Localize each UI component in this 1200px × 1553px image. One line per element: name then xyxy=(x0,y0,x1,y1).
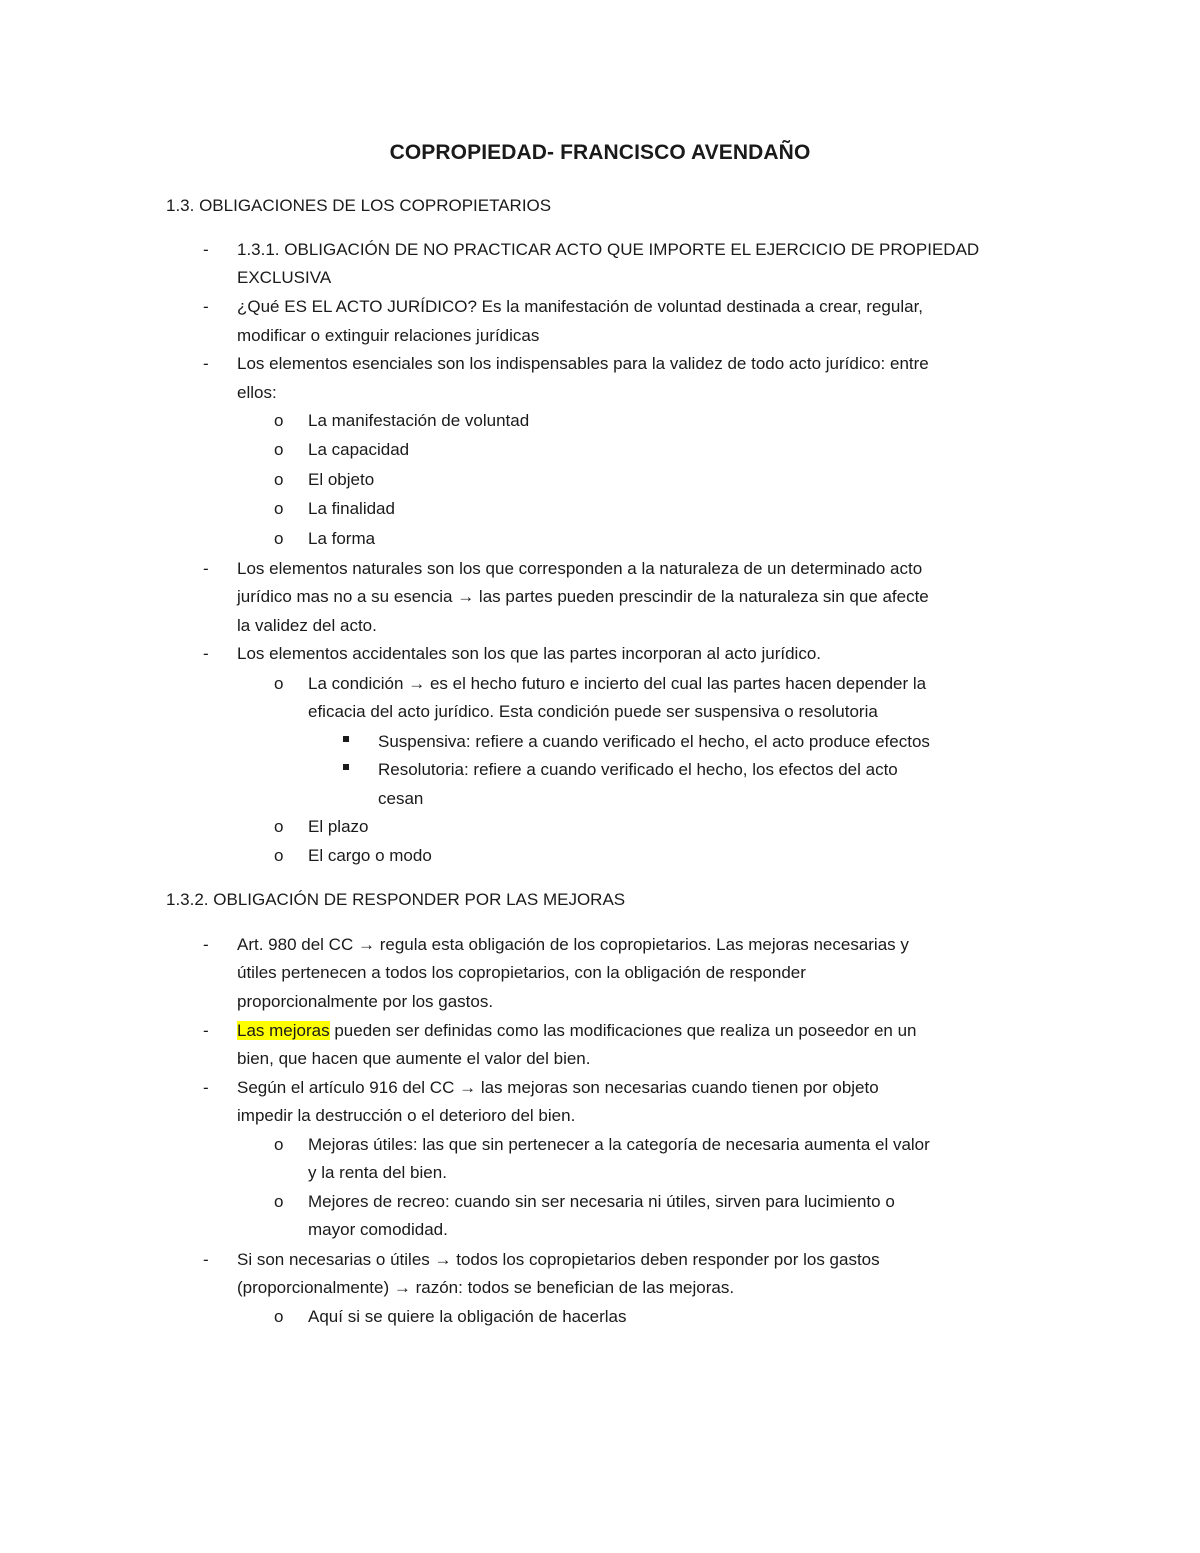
arrow-icon: → xyxy=(408,674,426,693)
sub-list-item: El plazo xyxy=(308,817,369,836)
list-item-text-part: las partes pueden prescindir de la naturaleza sin que afecte xyxy=(478,587,929,606)
list-item-text-part: todos los copropietarios deben responder por los gastos xyxy=(456,1250,880,1269)
list-item-text: Los elementos accidentales son los que las partes incorporan al acto jurídico. xyxy=(237,644,822,663)
list-circle: o xyxy=(274,529,284,548)
arrow-icon: → xyxy=(434,1250,452,1269)
list-dash: - xyxy=(203,1250,209,1269)
list-circle: o xyxy=(274,470,284,489)
sub-list-item: Mejores de recreo: cuando sin ser necesaria ni útiles, sirven para lucimiento o xyxy=(308,1192,895,1211)
list-item-text-part: regula esta obligación de los copropietarios. Las mejoras necesarias y xyxy=(379,935,909,954)
list-item-text: 1.3.1. OBLIGACIÓN DE NO PRACTICAR ACTO QUE IMPORTE EL EJERCICIO DE PROPIEDAD xyxy=(237,240,980,259)
list-item-text: modificar o extinguir relaciones jurídicas xyxy=(237,326,540,345)
list-dash: - xyxy=(203,559,209,578)
list-item-text-part: razón: todos se benefician de las mejoras. xyxy=(415,1278,735,1297)
list-item-text-part: La condición xyxy=(308,674,404,693)
list-circle: o xyxy=(274,1135,284,1154)
arrow-icon: → xyxy=(459,1078,477,1097)
arrow-icon: → xyxy=(393,1278,411,1297)
square-bullet-icon xyxy=(343,764,349,770)
list-item-text-part: Art. 980 del CC xyxy=(237,935,354,954)
arrow-icon: → xyxy=(357,935,375,954)
list-item-text: Los elementos esenciales son los indispensables para la validez de todo acto jurídico: entre xyxy=(237,354,929,373)
list-item-text-part: (proporcionalmente) xyxy=(237,1278,390,1297)
list-dash: - xyxy=(203,935,209,954)
list-circle: o xyxy=(274,440,284,459)
list-item-text-part: las mejoras son necesarias cuando tienen por objeto xyxy=(480,1078,879,1097)
list-item-text-part: es el hecho futuro e incierto del cual las partes hacen depender la xyxy=(429,674,927,693)
sub-list-item: La manifestación de voluntad xyxy=(308,411,530,430)
sub-list-item: y la renta del bien. xyxy=(308,1163,447,1182)
list-item-text: EXCLUSIVA xyxy=(237,268,332,287)
list-item-text-part: Según el artículo 916 del CC xyxy=(237,1078,455,1097)
sub-list-item: Aquí si se quiere la obligación de hacerlas xyxy=(308,1307,627,1326)
list-circle: o xyxy=(274,674,284,693)
list-circle: o xyxy=(274,846,284,865)
list-circle: o xyxy=(274,1192,284,1211)
list-item-text: bien, que hacen que aumente el valor del bien. xyxy=(237,1049,591,1068)
list-item-text xyxy=(237,1246,880,1275)
sub-list-item: mayor comodidad. xyxy=(308,1220,448,1239)
list-item-text: ¿Qué ES EL ACTO JURÍDICO? Es la manifestación de voluntad destinada a crear, regular, xyxy=(237,297,924,316)
list-item-text: útiles pertenecen a todos los copropietarios, con la obligación de responder xyxy=(237,963,806,982)
sub-list-item xyxy=(308,670,926,699)
list-dash: - xyxy=(203,644,209,663)
list-circle: o xyxy=(274,499,284,518)
list-item-text: proporcionalmente por los gastos. xyxy=(237,992,494,1011)
list-item-text xyxy=(237,583,929,612)
list-item-text-part: Si son necesarias o útiles xyxy=(237,1250,430,1269)
sub-list-item: La forma xyxy=(308,529,376,548)
list-circle: o xyxy=(274,1307,284,1326)
sub-sub-list-item: Resolutoria: refiere a cuando verificado el hecho, los efectos del acto xyxy=(378,760,898,779)
section-heading-1-3-2: 1.3.2. OBLIGACIÓN DE RESPONDER POR LAS MEJORAS xyxy=(166,890,626,909)
sub-list-item: Mejoras útiles: las que sin pertenecer a la categoría de necesaria aumenta el valor xyxy=(308,1135,930,1154)
list-item-text xyxy=(237,1074,879,1103)
list-item-text: ellos: xyxy=(237,383,277,402)
list-dash: - xyxy=(203,1021,209,1040)
sub-list-item: El objeto xyxy=(308,470,375,489)
sub-sub-list-item: cesan xyxy=(378,789,424,808)
highlighted-text: Las mejoras xyxy=(237,1021,330,1040)
square-bullet-icon xyxy=(343,736,349,742)
list-item-text xyxy=(237,1017,916,1046)
list-item-text-part: pueden ser definidas como las modificaciones que realiza un poseedor en un xyxy=(329,1021,917,1040)
section-heading-1-3: 1.3. OBLIGACIONES DE LOS COPROPIETARIOS xyxy=(166,196,552,215)
list-item-text: la validez del acto. xyxy=(237,616,377,635)
list-dash: - xyxy=(203,354,209,373)
list-item-text xyxy=(237,931,909,960)
list-dash: - xyxy=(203,1078,209,1097)
list-item-text: Los elementos naturales son los que corresponden a la naturaleza de un determinado acto xyxy=(237,559,923,578)
list-item-text-part: jurídico mas no a su esencia xyxy=(237,587,453,606)
list-dash: - xyxy=(203,297,209,316)
list-circle: o xyxy=(274,411,284,430)
list-item-text: impedir la destrucción o el deterioro del bien. xyxy=(237,1106,576,1125)
sub-list-item: El cargo o modo xyxy=(308,846,432,865)
sub-list-item: La capacidad xyxy=(308,440,410,459)
document-title: COPROPIEDAD- FRANCISCO AVENDAÑO xyxy=(389,141,811,164)
list-dash: - xyxy=(203,240,209,259)
list-item-text xyxy=(237,1274,734,1303)
sub-sub-list-item: Suspensiva: refiere a cuando verificado el hecho, el acto produce efectos xyxy=(378,732,930,751)
list-circle: o xyxy=(274,817,284,836)
sub-list-item: eficacia del acto jurídico. Esta condición puede ser suspensiva o resolutoria xyxy=(308,702,878,721)
sub-list-item: La finalidad xyxy=(308,499,395,518)
arrow-icon: → xyxy=(457,587,475,606)
